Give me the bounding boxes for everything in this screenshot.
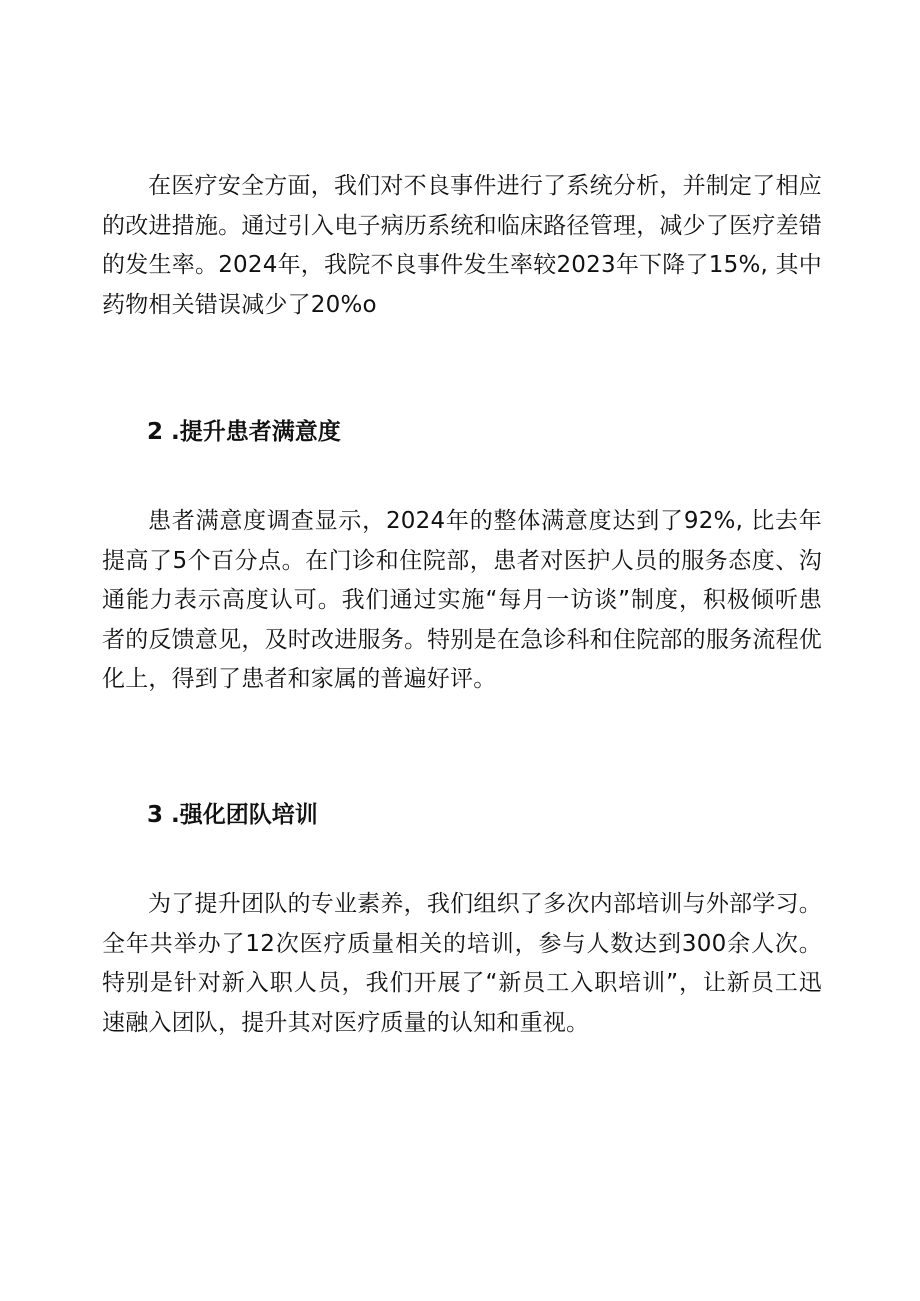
paragraph-medical-safety: 在医疗安全方面，我们对不良事件进行了系统分析，并制定了相应的改进措施。通过引入电子病历系统和临床路径管理，减少了医疗差错的发生率。2024年，我院不良事件发生率较2023年下降了15%, 其中药物相关错误减少了20%o [102, 173, 822, 318]
section-heading-team-training: 3 .强化团队培训 [147, 802, 318, 828]
paragraph-patient-satisfaction: 患者满意度调查显示，2024年的整体满意度达到了92%, 比去年提高了5个百分点。在门诊和住院部，患者对医护人员的服务态度、沟通能力表示高度认可。我们通过实施“每月一访谈”制度，积极倾听患者的反馈意见，及时改进服务。特别是在急诊科和住院部的服务流程优化上，得到了患者和家属的普遍好评。 [102, 508, 822, 692]
paragraph-team-training: 为了提升团队的专业素养，我们组织了多次内部培训与外部学习。全年共举办了12次医疗质量相关的培训，参与人数达到300余人次。特别是针对新入职人员，我们开展了“新员工入职培训”，让新员工迅速融入团队，提升其对医疗质量的认知和重视。 [102, 891, 822, 1036]
section-heading-patient-satisfaction: 2 .提升患者满意度 [147, 419, 341, 445]
